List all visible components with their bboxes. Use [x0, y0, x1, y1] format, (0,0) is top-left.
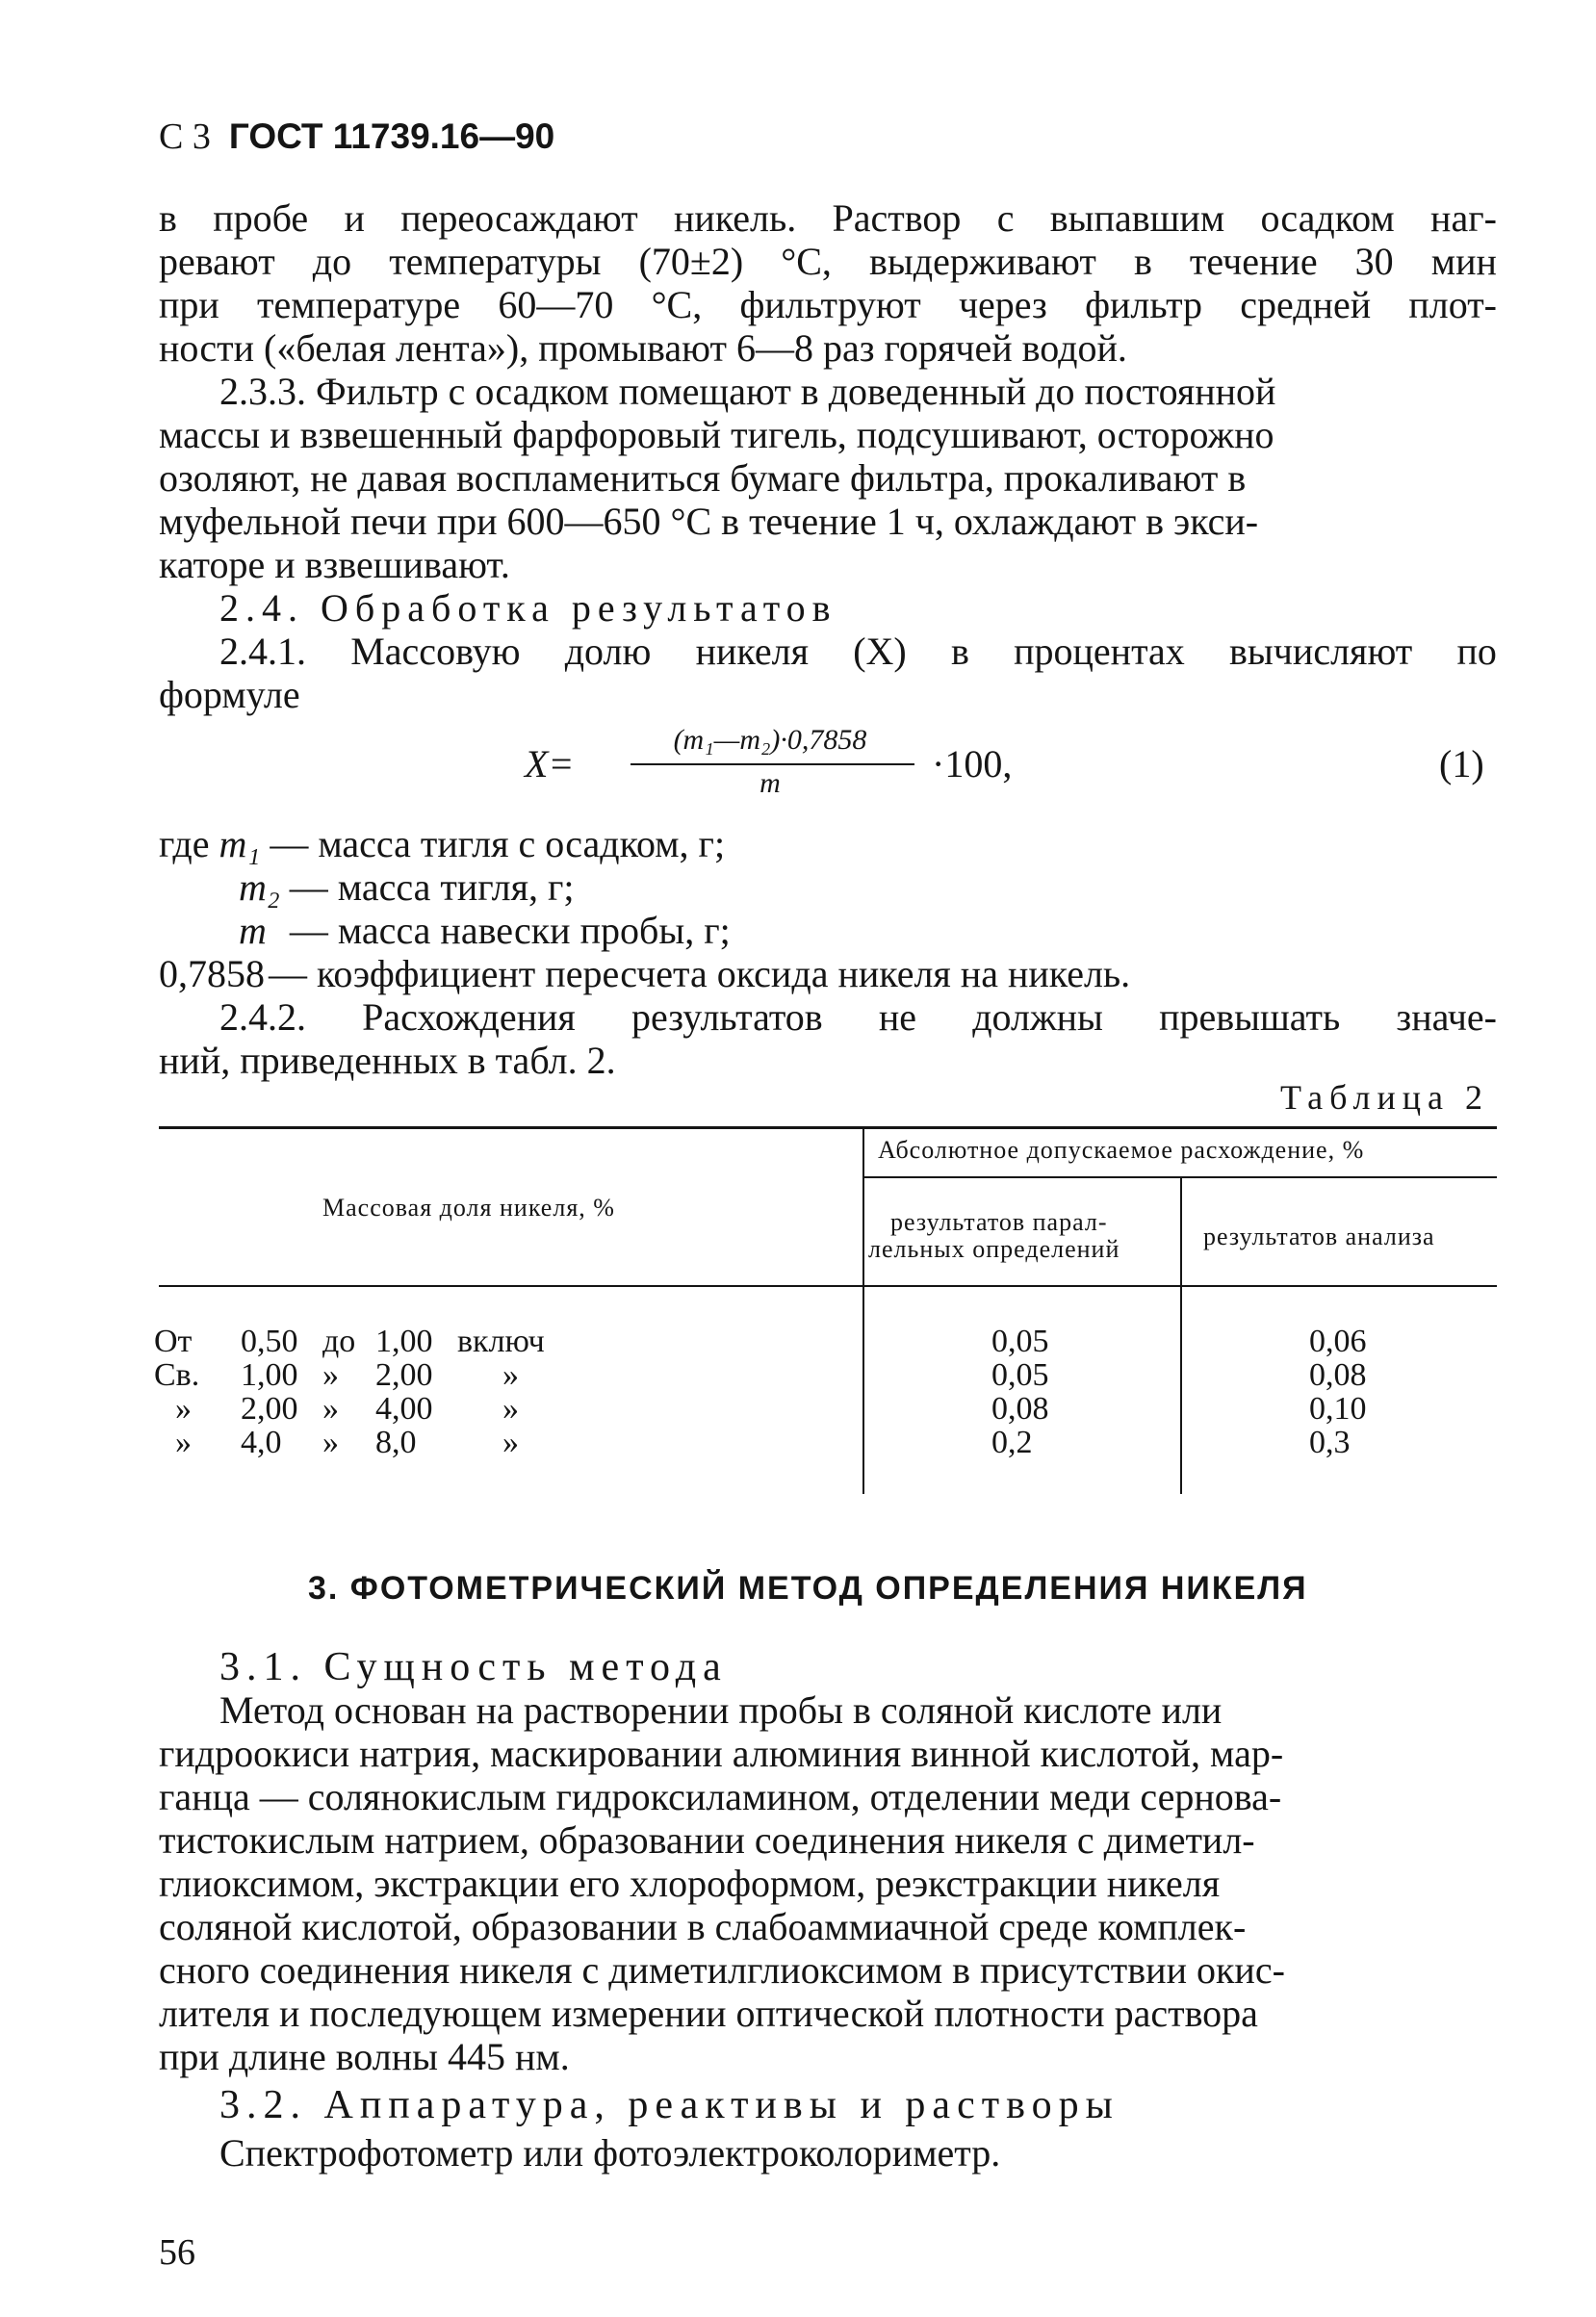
range-suffix: »	[502, 1425, 519, 1460]
text-line: глиоксимом, экстракции его хлороформом, реэкстракции никеля	[159, 1862, 1221, 1905]
text-line: каторе и взвешивают.	[159, 543, 510, 586]
symbol: 0,7858	[159, 952, 265, 995]
text-line: озоляют, не давая воспламениться бумаге фильтра, прокаливают в	[159, 456, 1247, 500]
formula-numerator: (m₁—m₂)·0,7858	[673, 724, 867, 756]
text-line: ний, приведенных в табл. 2.	[159, 1039, 616, 1082]
text-line: лителя и последующем измерении оптической плотности раствора	[159, 1992, 1258, 2035]
range-from: 1,00	[241, 1357, 298, 1393]
analysis-value: 0,10	[1309, 1391, 1367, 1427]
symbol-definition: — коэффициент пересчета оксида никеля на никель.	[269, 952, 1131, 995]
where-line	[159, 953, 1381, 995]
range-suffix: включ	[457, 1324, 545, 1359]
formula-lhs: X=	[525, 742, 575, 785]
header-standard-code: ГОСТ 11739.16—90	[228, 116, 555, 156]
subsection-heading: 2.4. Обработка результатов	[219, 586, 837, 630]
formula-denominator: m	[759, 767, 781, 799]
symbol-definition: — масса тигля с осадком, г;	[270, 822, 726, 865]
text-line: муфельной печи при 600—650 °С в течение 1 ч, охлаждают в экси-	[159, 500, 1259, 543]
text-line: Метод основан на растворении пробы в соляной кислоте или	[219, 1688, 1223, 1732]
text-line: при длине волны 445 нм.	[159, 2035, 570, 2078]
text-line: гидроокиси натрия, маскировании алюминия винной кислотой, мар-	[159, 1732, 1284, 1775]
table-caption: Таблица 2	[1280, 1078, 1489, 1117]
parallel-value: 0,05	[991, 1324, 1049, 1359]
column-divider	[862, 1128, 864, 1494]
analysis-value: 0,3	[1309, 1425, 1351, 1460]
range-from: 4,0	[241, 1425, 282, 1460]
text-line: при температуре 60—70 °С, фильтруют через фильтр средней плот-	[159, 283, 1497, 326]
fraction-bar	[631, 763, 914, 765]
text-line: Спектрофотометр или фотоэлектроколориметр.	[219, 2131, 1001, 2175]
text-line: тистокислым натрием, образовании соединения никеля с диметил-	[159, 1818, 1255, 1862]
symbol: m₂	[239, 865, 280, 909]
where-line	[239, 866, 574, 909]
subsection-heading: 3.1. Сущность метода	[219, 1645, 728, 1689]
range-word: »	[322, 1357, 339, 1393]
group-header-tolerance: Абсолютное допускаемое расхождение, %	[878, 1136, 1365, 1164]
text-line: соляной кислотой, образовании в слабоаммиачной среде комплек-	[159, 1905, 1247, 1948]
range-suffix: »	[502, 1391, 519, 1427]
where-line	[159, 823, 725, 865]
range-to: 4,00	[375, 1391, 433, 1427]
symbol: m	[239, 909, 267, 952]
text-line: массы и взвешенный фарфоровый тигель, подсушивают, осторожно	[159, 413, 1274, 456]
where-line	[239, 910, 731, 952]
text-line: ганца — солянокислым гидроксиламином, отделении меди сернова-	[159, 1775, 1282, 1818]
table-top-rule	[159, 1126, 1497, 1129]
analysis-value: 0,06	[1309, 1324, 1367, 1359]
where-prefix: где	[159, 822, 210, 865]
column-header-analysis: результатов анализа	[1203, 1223, 1435, 1250]
running-header	[159, 116, 554, 158]
symbol-definition: — масса навески пробы, г;	[289, 909, 731, 952]
text-line: 2.4.2. Расхождения результатов не должны превышать значе-	[219, 995, 1497, 1039]
range-prefix: »	[175, 1391, 192, 1427]
header-prefix: С 3	[159, 116, 211, 157]
text-line: 2.3.3. Фильтр с осадком помещают в доведенный до постоянной	[219, 370, 1276, 413]
column-divider	[1180, 1176, 1182, 1494]
text-line: формуле	[159, 673, 300, 716]
formula-tail: ·100,	[932, 742, 1013, 785]
range-to: 2,00	[375, 1357, 433, 1393]
parallel-value: 0,05	[991, 1357, 1049, 1393]
symbol-definition: — масса тигля, г;	[289, 865, 575, 909]
text-line: 2.4.1. Массовую долю никеля (X) в процентах вычисляют по	[219, 630, 1497, 673]
text-line: в пробе и переосаждают никель. Раствор с выпавшим осадком наг-	[159, 196, 1497, 240]
range-prefix: »	[175, 1425, 192, 1460]
range-prefix: Св.	[154, 1357, 200, 1393]
column-header-parallel: результатов парал-	[890, 1208, 1108, 1236]
text-line: ности («белая лента»), промывают 6—8 раз горячей водой.	[159, 326, 1127, 370]
parallel-value: 0,2	[991, 1425, 1033, 1460]
column-header-mass-fraction: Массовая доля никеля, %	[322, 1194, 615, 1222]
range-from: 2,00	[241, 1391, 298, 1427]
subsection-heading: 3.2. Аппаратура, реактивы и растворы	[219, 2083, 1120, 2127]
text-line: сного соединения никеля с диметилглиоксимом в присутствии окис-	[159, 1948, 1285, 1992]
range-to: 1,00	[375, 1324, 433, 1359]
table-header-rule	[159, 1285, 1497, 1287]
page-number: 56	[159, 2232, 195, 2273]
range-suffix: »	[502, 1357, 519, 1393]
analysis-value: 0,08	[1309, 1357, 1367, 1393]
range-to: 8,0	[375, 1425, 417, 1460]
column-header-parallel: лельных определений	[868, 1235, 1120, 1263]
range-word: до	[322, 1324, 356, 1359]
range-word: »	[322, 1391, 339, 1427]
symbol: m₁	[219, 822, 261, 865]
section-title: 3. ФОТОМЕТРИЧЕСКИЙ МЕТОД ОПРЕДЕЛЕНИЯ НИКЕЛЯ	[308, 1570, 1308, 1607]
text-line: ревают до температуры (70±2) °С, выдерживают в течение 30 мин	[159, 240, 1497, 283]
range-prefix: От	[154, 1324, 193, 1359]
range-word: »	[322, 1425, 339, 1460]
parallel-value: 0,08	[991, 1391, 1049, 1427]
formula-number: (1)	[1439, 742, 1484, 785]
range-from: 0,50	[241, 1324, 298, 1359]
